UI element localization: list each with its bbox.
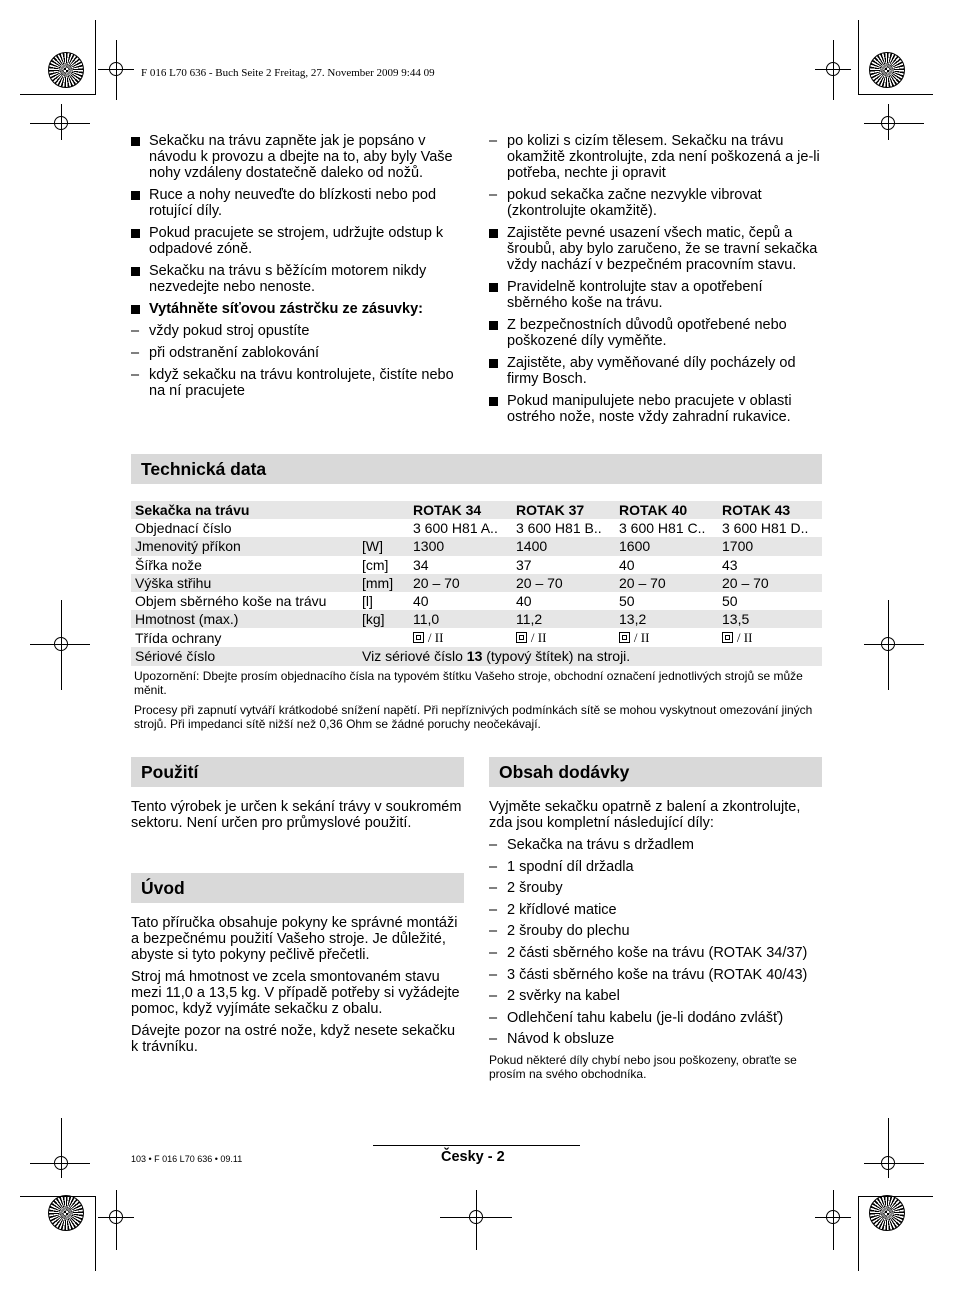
list-item: Návod k obsluze [507,1031,615,1048]
tech-table [131,501,822,666]
contents-note: Pokud některé díly chybí nebo jsou poškozeny, obraťte se prosím na svého obchodníka. [489,1053,797,1082]
list-item: Zajistěte, aby vyměňované díly pocházely od firmy Bosch. [507,355,796,387]
table-cell: 1400 [512,537,615,555]
table-row [131,574,822,592]
table-cell: [mm] [358,574,409,592]
table-cell: [W] [358,537,409,555]
registration-star-icon [869,1195,905,1231]
safety-list-right: – po kolizi s cizím tělesem. Sekačku na trávu okamžitě zkontrolujte, zda není poškozená a je-li potřeba, nechte ji opravit – pokud sekačka začne nezvykle vibrovat (zkontrolujte okamžitě). Zajistěte pevné usazení všech matic, čepů a šroubů, aby bylo zaručeno, že se travní sekačka vždy nachází v bezpečném pracovním stavu. Pravidelně kontrolujte stav a opotřebení sběrného koše na trávu. Z bezpečnostních důvodů opotřebené nebo poškozené díly vyměňte. Zajistěte, aby vyměňované díly pocházely od firmy Bosch. Pokud manipulujete nebo pracujete v oblasti ostrého nože, noste vždy zahradní rukavice. [489,133,820,425]
tech-note-order: Upozornění: Dbejte prosím objednacího čísla na typovém štítku Vašeho stroje, obchodní označení jednotlivých strojů se může měnit. [134,669,803,697]
table-header: ROTAK 40 [615,501,718,519]
list-item: při odstranění zablokování [149,345,320,361]
table-cell: 50 [619,593,635,610]
page-number: Česky - 2 [441,1149,505,1165]
list-item: 1 spodní díl držadla [507,858,634,875]
table-header: ROTAK 37 [512,501,615,519]
table-cell: 13,5 [718,610,822,628]
section-title-intro: Úvod [131,873,464,903]
footer-code: 103 • F 016 L70 636 • 09.11 [131,1154,243,1164]
table-cell: 3 600 H81 C.. [619,520,706,537]
table-cell: Třída ochrany [135,629,222,646]
table-header: ROTAK 43 [718,501,822,519]
table-header [358,501,409,519]
table-row [131,628,822,647]
table-cell: / II [718,628,822,647]
table-cell: 40 [516,593,532,610]
table-cell: 1600 [615,537,718,555]
double-insulation-icon [413,632,424,643]
bullet-square-icon [489,229,498,238]
bullet-square-icon [131,229,140,238]
table-cell: 1700 [718,537,822,555]
bullet-square-icon [489,397,498,406]
tech-note-voltage: Procesy při zapnutí vytváří krátkodobé snížení napětí. Při nepříznivých podmínkách sítě se mohou vyskytnout omezování jiných strojů. Při impedanci sítě nižší než 0,36 Ohm se žádné poruchy neočekávají. [134,703,813,731]
bullet-square-icon [131,137,140,146]
table-cell: 11,0 [409,610,512,628]
table-cell: 3 600 H81 A.. [413,520,498,537]
list-item: Pravidelně kontrolujte stav a opotřebení sběrného koše na trávu. [507,279,763,311]
table-cell: 20 – 70 [718,574,822,592]
list-item: Z bezpečnostních důvodů opotřebené nebo poškozené díly vyměňte. [507,317,787,349]
table-cell: 34 [413,556,429,573]
table-cell: / II [615,628,718,647]
table-cell: 3 600 H81 D.. [722,520,809,537]
table-cell: Výška střihu [131,574,358,592]
table-cell: 40 [413,593,429,610]
list-item: Sekačka na trávu s držadlem [507,837,694,853]
intro-paragraph: Tato příručka obsahuje pokyny ke správné montáži a bezpečnému použití Vašeho stroje. Je důležité, abyste si tyto pokyny pečlivě přečetli. [131,915,458,963]
table-cell: 40 [619,556,635,573]
bullet-square-icon [489,283,498,292]
table-cell: 20 – 70 [615,574,718,592]
table-cell: Hmotnost (max.) [131,610,358,628]
table-cell: Objem sběrného koše na trávu [135,593,327,610]
table-cell: [kg] [358,610,409,628]
footer-rule [373,1145,580,1146]
table-header-row [131,501,822,519]
list-item: Vytáhněte síťovou zástrčku ze zásuvky: [149,301,423,317]
list-item: 2 šrouby [507,880,563,897]
table-row [131,592,822,610]
table-row [131,610,822,628]
table-cell: 20 – 70 [512,574,615,592]
table-cell: 50 [722,593,738,610]
bullet-square-icon [131,305,140,314]
list-item: Sekačku na trávu zapněte jak je popsáno v návodu k provozu a dbejte na to, aby byly Vaše nohy vzdáleny dostatečně daleko od nožů. [149,133,453,181]
table-row [131,647,822,665]
table-cell [358,519,409,537]
list-item: Zajistěte pevné usazení všech matic, čepů a šroubů, aby bylo zaručeno, že se travní sekačka vždy nachází v bezpečném pracovním stavu. [507,225,818,273]
bullet-square-icon [489,359,498,368]
intro-paragraph: Stroj má hmotnost ve zcela smontovaném stavu mezi 11,0 a 13,5 kg. V případě potřeby si vyžádejte pomoc, když vyjímáte sekačku z obalu. [131,969,460,1017]
table-row [131,556,822,574]
table-cell [358,628,409,647]
list-item: Odlehčení tahu kabelu (je-li dodáno zvlášť) [507,1009,784,1026]
list-item: po kolizi s cizím tělesem. Sekačku na trávu okamžitě zkontrolujte, zda není poškozená a je-li potřeba, nechte ji opravit [507,133,820,181]
table-cell: 43 [722,556,738,573]
table-cell: 11,2 [512,610,615,628]
list-item: 2 svěrky na kabel [507,988,620,1005]
list-item: 2 křídlové matice [507,901,617,918]
table-cell: Jmenovitý příkon [131,537,358,555]
use-text: Tento výrobek je určen k sekání trávy v soukromém sektoru. Není určen pro průmyslové použití. [131,799,462,831]
table-cell: 37 [516,556,532,573]
table-row [131,519,822,537]
table-cell: / II [512,628,615,647]
table-cell: [cm] [362,556,389,573]
table-cell: / II [409,628,512,647]
list-item: 3 části sběrného koše na trávu (ROTAK 40/43) [507,966,808,983]
double-insulation-icon [722,632,733,643]
table-cell: Objednací číslo [135,520,232,537]
list-item: vždy pokud stroj opustíte [149,323,310,339]
list-item: 2 šrouby do plechu [507,923,630,940]
table-cell: Šířka nože [135,556,202,573]
list-item: pokud sekačka začne nezvykle vibrovat (zkontrolujte okamžitě). [507,187,762,219]
table-cell: 20 – 70 [409,574,512,592]
list-item: Pokud manipulujete nebo pracujete v oblasti ostrého nože, noste vždy zahradní rukavice. [507,393,792,425]
table-header: ROTAK 34 [409,501,512,519]
table-header: Sekačka na trávu [131,501,358,519]
list-item: Sekačku na trávu s běžícím motorem nikdy nezvedejte nebo nenoste. [149,263,427,295]
safety-list-left: Sekačku na trávu zapněte jak je popsáno v návodu k provozu a dbejte na to, aby byly Vaše nohy vzdáleny dostatečně daleko od nožů. Ruce a nohy neuveďte do blízkosti nebo pod rotující díly. Pokud pracujete se strojem, udržujte odstup k odpadové zóně. Sekačku na trávu s běžícím motorem nikdy nezvedejte nebo nenoste. Vytáhněte síťovou zástrčku ze zásuvky: – vždy pokud stroj opustíte – při odstranění zablokování – když sekačku na trávu kontrolujete, čistíte nebo na ní pracujete [131,133,454,399]
table-cell: 1300 [409,537,512,555]
list-item: Ruce a nohy neuveďte do blízkosti nebo pod rotující díly. [149,187,437,219]
double-insulation-icon [619,632,630,643]
contents-intro: Vyjměte sekačku opatrně z balení a zkontrolujte, zda jsou kompletní následující díly: [489,799,801,831]
bullet-square-icon [489,321,498,330]
section-title-contents: Obsah dodávky [489,757,822,787]
list-item: 2 části sběrného koše na trávu (ROTAK 34/37) [507,944,808,961]
table-cell: Viz sériové číslo 13 (typový štítek) na stroji. [358,647,822,665]
section-title-use: Použití [131,757,464,787]
registration-star-icon [48,1195,84,1231]
bullet-square-icon [131,191,140,200]
double-insulation-icon [516,632,527,643]
print-header: F 016 L70 636 - Buch Seite 2 Freitag, 27. November 2009 9:44 09 [141,67,435,79]
registration-star-icon [48,52,84,88]
table-cell: 3 600 H81 B.. [516,520,602,537]
section-title-tech: Technická data [131,454,822,484]
table-cell: Sériové číslo [131,647,358,665]
bullet-square-icon [131,267,140,276]
registration-star-icon [869,52,905,88]
table-cell: 13,2 [615,610,718,628]
table-row [131,537,822,555]
table-cell: [l] [362,593,373,610]
intro-paragraph: Dávejte pozor na ostré nože, když nesete sekačku k trávníku. [131,1023,456,1055]
list-item: Pokud pracujete se strojem, udržujte odstup k odpadové zóně. [149,225,444,257]
list-item: když sekačku na trávu kontrolujete, čistíte nebo na ní pracujete [149,367,454,399]
